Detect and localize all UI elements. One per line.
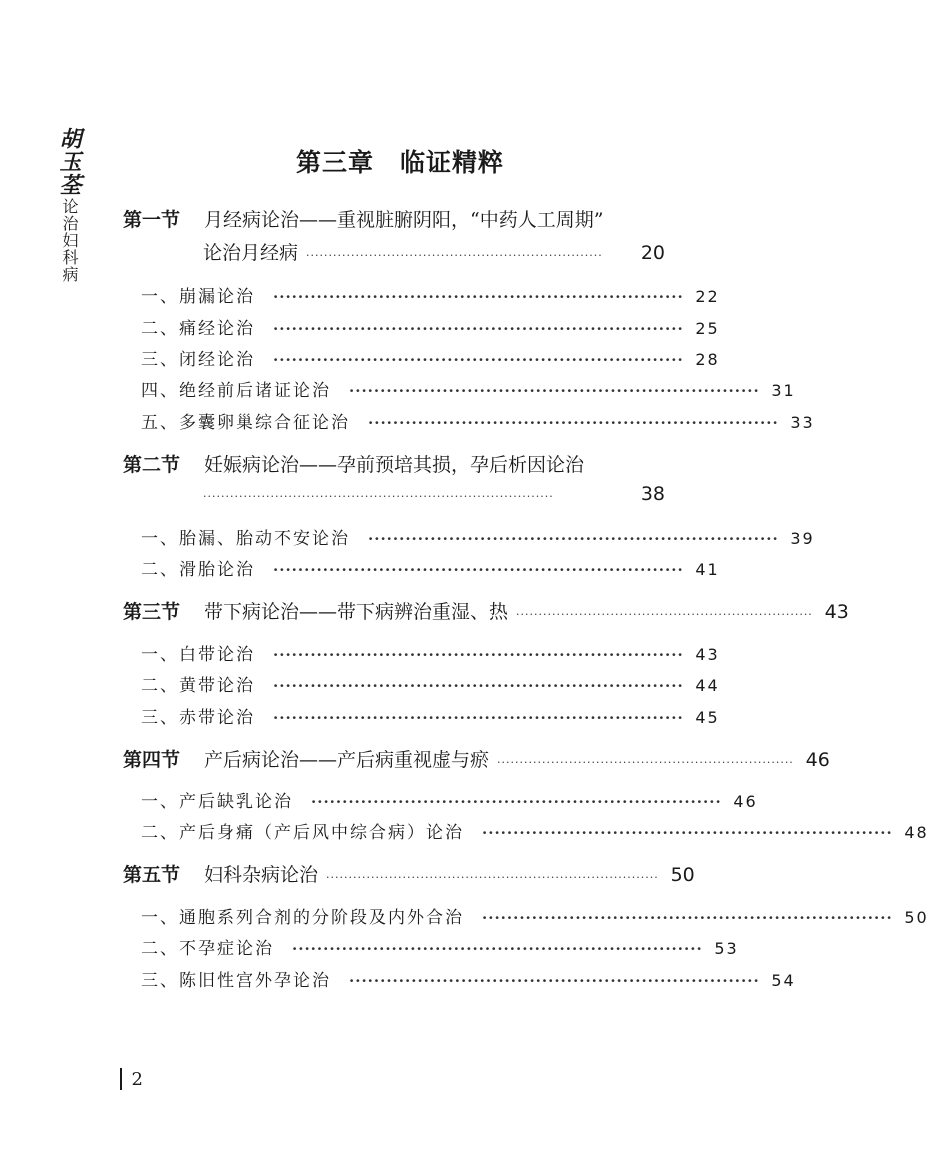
toc-item[interactable] [141, 787, 758, 812]
toc-item[interactable] [141, 282, 720, 307]
section-title: 月经病论治——重视脏腑阴阳，“中药人工周期” [204, 209, 604, 231]
section-title: 妇科杂病论治 [204, 864, 319, 886]
item-title: 一、胎漏、胎动不安论治 [141, 529, 350, 549]
item-title: 三、赤带论治 [141, 708, 255, 728]
item-title: 二、滑胎论治 [141, 560, 255, 580]
leader-dots: ·································································· [273, 646, 684, 664]
page-number: 54 [771, 971, 796, 990]
item-title: 四、绝经前后诸证论治 [141, 381, 331, 401]
item-title: 一、崩漏论治 [141, 287, 255, 307]
side-title-subtitle: 论治妇科病 [60, 198, 79, 283]
page-number: 46 [805, 749, 830, 771]
toc-item[interactable] [141, 934, 739, 959]
page-number: 43 [695, 645, 720, 664]
toc-item[interactable] [141, 524, 815, 549]
page-number: 43 [824, 601, 849, 623]
toc-section-3[interactable] [123, 597, 849, 624]
leader-dots: ·································································· [306, 249, 603, 262]
page-number: 31 [771, 381, 796, 400]
section-label: 第二节 [123, 454, 181, 476]
section-label: 第五节 [123, 864, 181, 886]
section-label: 第一节 [123, 209, 181, 231]
toc-item[interactable] [141, 671, 720, 696]
section-title: 带下病论治——带下病辨治重湿、热 [204, 601, 509, 623]
toc-item[interactable] [141, 314, 720, 339]
leader-dots: ·································································· [368, 530, 779, 548]
page-number: 45 [695, 708, 720, 727]
page-number: 39 [790, 529, 815, 548]
page-number: 25 [695, 319, 720, 338]
page-number: 46 [733, 792, 758, 811]
page-number: 20 [640, 242, 665, 264]
side-title-calligraphy: 胡玉荃 [56, 127, 82, 196]
page-number: 44 [695, 676, 720, 695]
page-number: 33 [790, 413, 815, 432]
toc-item[interactable] [141, 376, 796, 401]
section-title: 产后病论治——产后病重视虚与瘀 [204, 749, 490, 771]
leader-dots: ·································································· [273, 561, 684, 579]
leader-dots: ·································································· [349, 972, 760, 990]
page-number: 48 [904, 823, 929, 842]
toc-item[interactable] [141, 903, 929, 928]
leader-dots: ·································································· [482, 909, 893, 927]
section-label: 第四节 [123, 749, 181, 771]
item-title: 一、白带论治 [141, 645, 255, 665]
page-number: 38 [640, 483, 665, 505]
toc-item[interactable] [141, 818, 929, 843]
toc-item[interactable] [141, 966, 796, 991]
leader-dots: ·································································· [349, 382, 760, 400]
toc-section-5[interactable] [123, 860, 695, 887]
page-footer [120, 1068, 143, 1090]
item-title: 二、痛经论治 [141, 319, 255, 339]
page-number: 53 [714, 939, 739, 958]
toc-item[interactable] [141, 640, 720, 665]
toc-item[interactable] [141, 345, 720, 370]
footer-divider [120, 1068, 122, 1090]
leader-dots: ·································································· [516, 608, 813, 621]
section-title: 妊娠病论治——孕前预培其损，孕后析因论治 [204, 454, 585, 476]
chapter-title: 第三章 临证精粹 [295, 148, 504, 177]
item-title: 五、多囊卵巢综合征论治 [141, 413, 350, 433]
toc-item[interactable] [141, 555, 720, 580]
leader-dots: ·································································· [482, 824, 893, 842]
leader-dots: ·································································· [292, 940, 703, 958]
leader-dots: ·································································· [273, 288, 684, 306]
item-title: 二、不孕症论治 [141, 939, 274, 959]
page-number: 50 [670, 864, 695, 886]
item-title: 三、闭经论治 [141, 350, 255, 370]
toc-item[interactable] [141, 703, 720, 728]
leader-dots: ·············································································· [203, 490, 554, 503]
leader-dots: ·································································· [311, 793, 722, 811]
toc-section-1-cont[interactable] [203, 238, 665, 265]
toc-section-1[interactable] [123, 205, 665, 232]
page-number: 41 [695, 560, 720, 579]
section-title-cont: 论治月经病 [203, 242, 299, 264]
item-title: 一、产后缺乳论治 [141, 792, 293, 812]
item-title: 三、陈旧性宫外孕论治 [141, 971, 331, 991]
leader-dots: ·································································· [273, 677, 684, 695]
toc-section-2-cont[interactable] [203, 483, 665, 505]
leader-dots: ·································································· [368, 414, 779, 432]
footer-page-number: 2 [131, 1068, 143, 1090]
item-title: 一、通胞系列合剂的分阶段及内外合治 [141, 908, 464, 928]
section-label: 第三节 [123, 601, 181, 623]
leader-dots: ·································································· [497, 756, 794, 769]
leader-dots: ·································································· [273, 709, 684, 727]
toc-section-4[interactable] [123, 745, 830, 772]
leader-dots: ·································································· [273, 351, 684, 369]
page-number: 28 [695, 350, 720, 369]
item-title: 二、黄带论治 [141, 676, 255, 696]
toc-item[interactable] [141, 408, 815, 433]
item-title: 二、产后身痛（产后风中综合病）论治 [141, 823, 464, 843]
toc-section-2[interactable] [123, 450, 665, 477]
page-number: 50 [904, 908, 929, 927]
leader-dots: ·········································································· [326, 871, 659, 884]
page-number: 22 [695, 287, 720, 306]
leader-dots: ·································································· [273, 320, 684, 338]
